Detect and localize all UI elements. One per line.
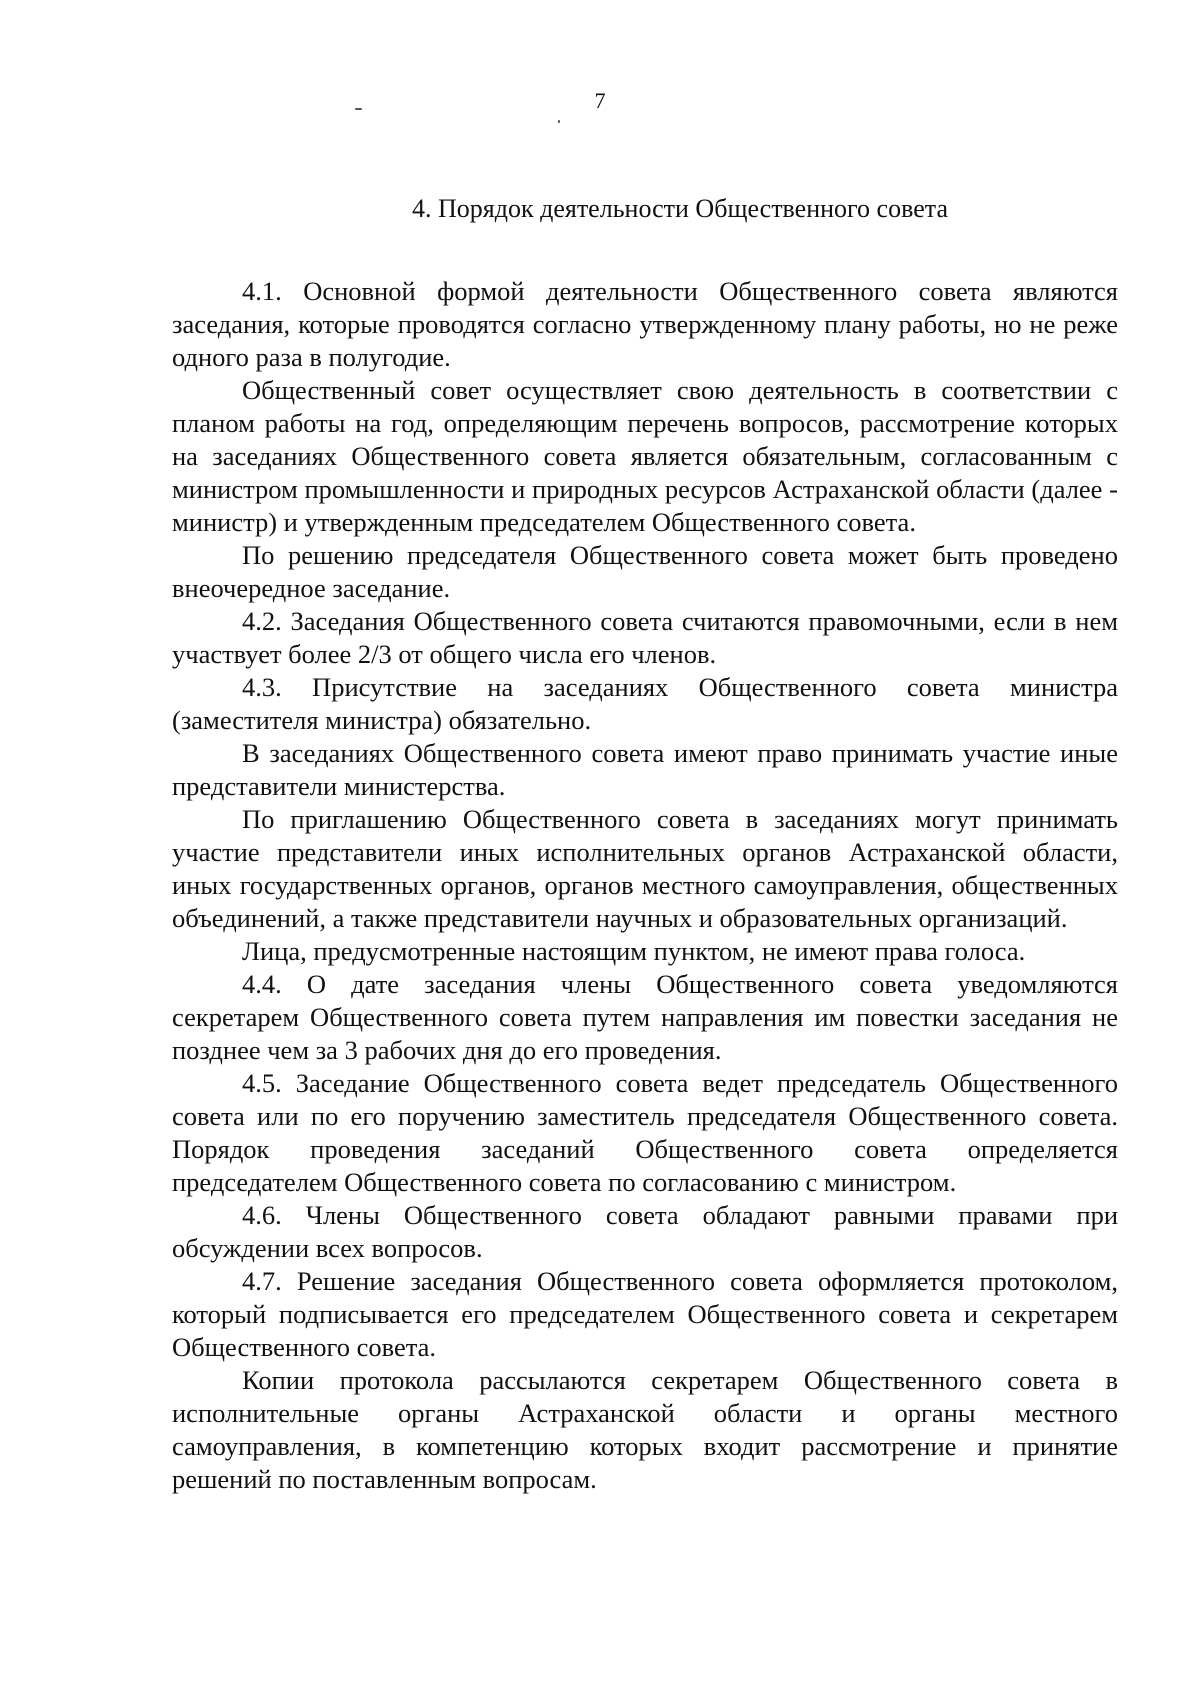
paragraph-work-plan: Общественный совет осуществляет свою деятельность в соответствии с планом работы на год, определяющим перечень вопросов, рассмотрение которых на заседаниях Общественного совета является обязательным, согласованным с министром промышленности и природных ресурсов Астраханской области (далее - министр) и утвержденным председателем Общественного совета. [172, 375, 1118, 537]
paragraph-extraordinary-meeting: По решению председателя Общественного совета может быть проведено внеочередное заседание. [172, 540, 1118, 603]
paragraph-4-1: 4.1. Основной формой деятельности Общественного совета являются заседания, которые проводятся согласно утвержденному плану работы, но не реже одного раза в полугодие. [172, 276, 1118, 372]
paragraph-4-3: 4.3. Присутствие на заседаниях Общественного совета министра (заместителя министра) обязательно. [172, 672, 1118, 735]
scan-speck [355, 108, 362, 110]
paragraph-protocol-copies: Копии протокола рассылаются секретарем Общественного совета в исполнительные органы Астраханской области и органы местного самоуправления, в компетенцию которых входит рассмотрение и принятие решений по поставленным вопросам. [172, 1365, 1118, 1494]
paragraph-4-2: 4.2. Заседания Общественного совета считаются правомочными, если в нем участвует более 2/3 от общего числа его членов. [172, 606, 1118, 669]
scan-speck [558, 120, 560, 123]
paragraph-invited-participants: По приглашению Общественного совета в заседаниях могут принимать участие представители иных исполнительных органов Астраханской области, иных государственных органов, органов местного самоуправления, общественных объединений, а также представители научных и образовательных организаций. [172, 804, 1118, 933]
paragraph-no-voting-rights: Лица, предусмотренные настоящим пунктом, не имеют права голоса. [242, 936, 1026, 966]
section-heading: 4. Порядок деятельности Общественного совета [412, 194, 948, 223]
paragraph-4-5: 4.5. Заседание Общественного совета ведет председатель Общественного совета или по его поручению заместитель председателя Общественного совета. Порядок проведения заседаний Общественного совета определяется председателем Общественного совета по согласованию с министром. [172, 1068, 1118, 1197]
paragraph-4-7: 4.7. Решение заседания Общественного совета оформляется протоколом, который подписывается его председателем Общественного совета и секретарем Общественного совета. [172, 1266, 1118, 1362]
paragraph-4-4: 4.4. О дате заседания члены Общественного совета уведомляются секретарем Общественного совета путем направления им повестки заседания не позднее чем за 3 рабочих дня до его проведения. [172, 969, 1118, 1065]
paragraph-ministry-representatives: В заседаниях Общественного совета имеют право принимать участие иные представители министерства. [172, 738, 1118, 801]
paragraph-4-6: 4.6. Члены Общественного совета обладают равными правами при обсуждении всех вопросов. [172, 1200, 1118, 1263]
page-number: 7 [594, 88, 606, 113]
document-body [172, 275, 1118, 1496]
